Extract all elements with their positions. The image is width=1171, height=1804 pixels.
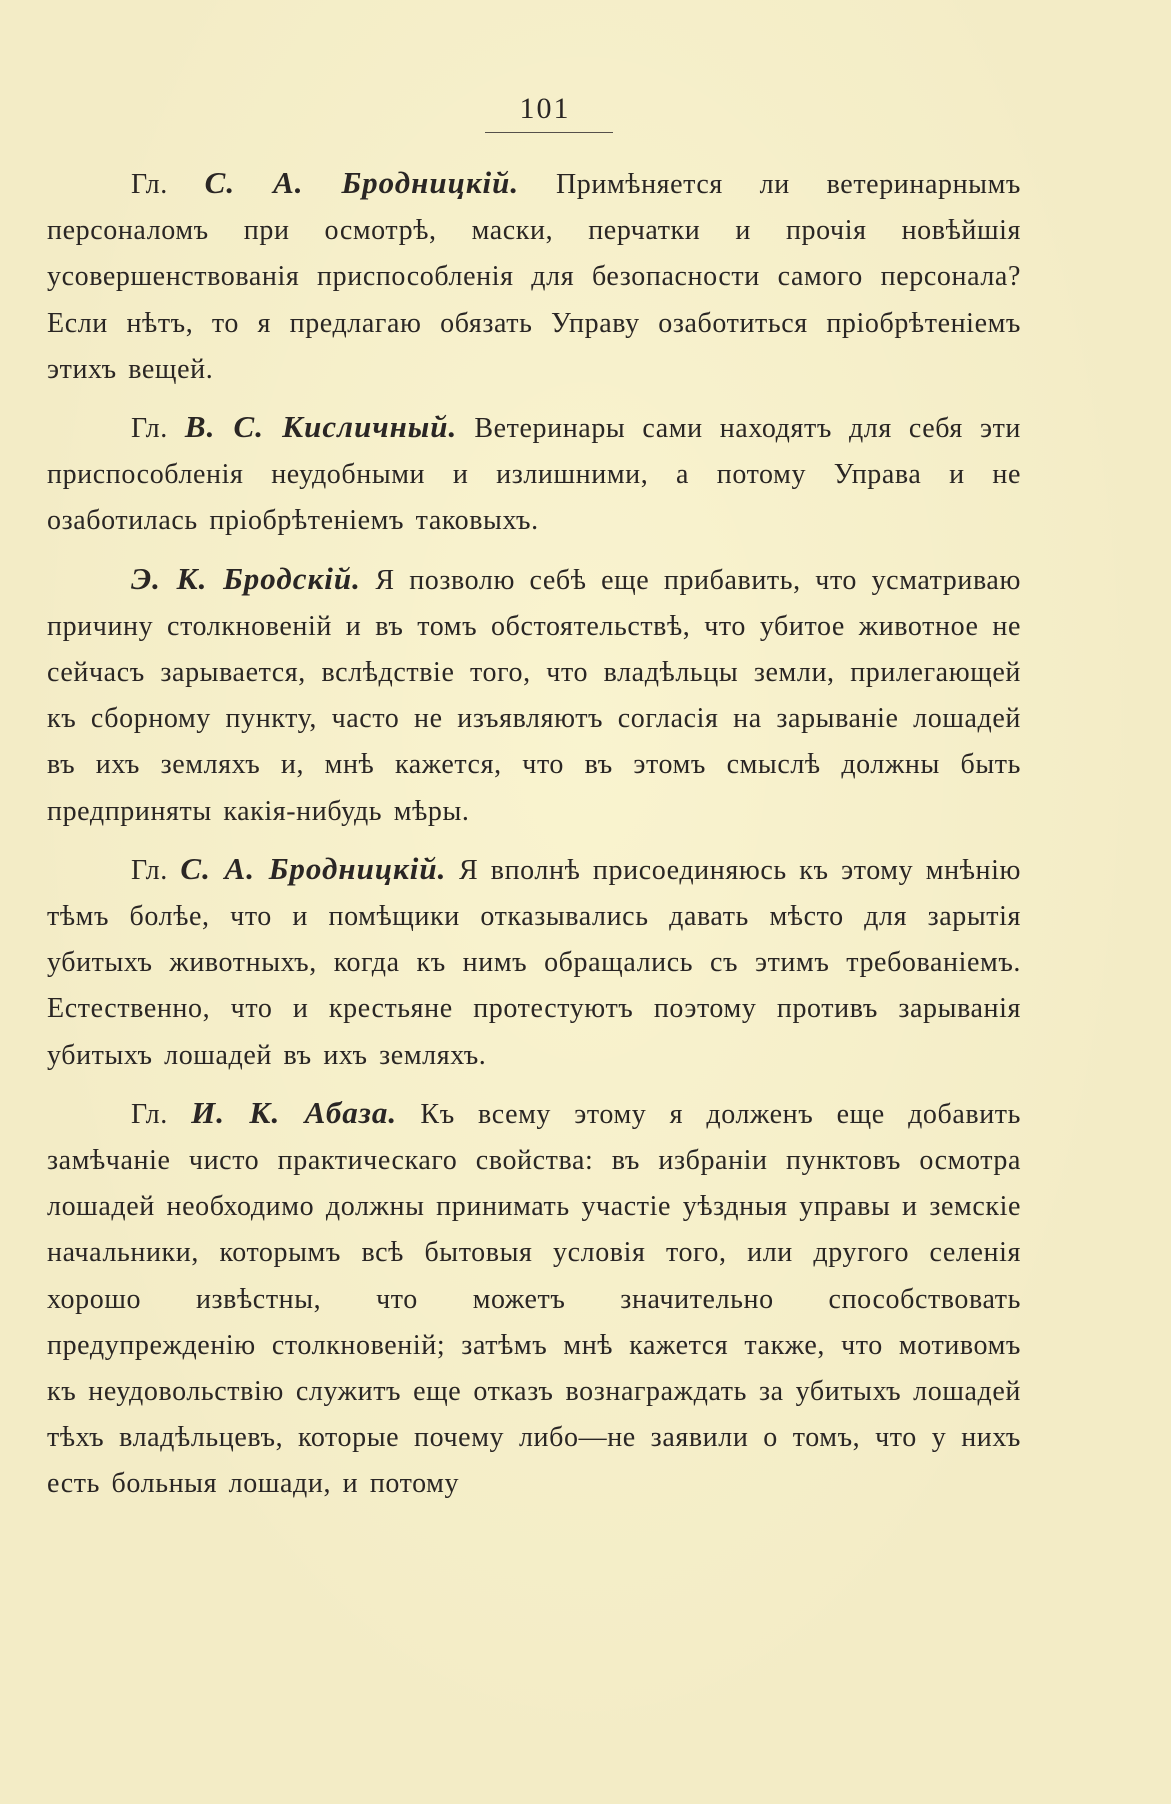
page-number-rule — [485, 132, 613, 133]
speaker-prefix: Гл. — [131, 1098, 192, 1130]
speaker-name: С. А. Бродницкій. — [204, 165, 520, 200]
speaker-prefix: Гл. — [131, 413, 185, 445]
speaker-name: Э. К. Бродскій. — [131, 560, 361, 596]
text-body — [47, 160, 1021, 1519]
speaker-prefix: Гл. — [131, 854, 181, 886]
paragraph — [47, 556, 1021, 835]
page-number: 101 — [519, 92, 571, 125]
speaker-name: В. С. Кисличный. — [184, 409, 458, 445]
speaker-name: С. А. Бродницкій. — [180, 850, 447, 886]
paragraph-text: Примѣняется ли ветеринарнымъ персоналомъ при осмотрѣ, маски, перчатки и прочія новѣйшія усовершенствованія приспособленія для безопасности самого персонала? Если нѣтъ, то я предлагаю обязать Управу озаботиться пріобрѣтеніемъ этихъ вещей. — [47, 169, 1021, 385]
speaker-prefix: Гл. — [131, 169, 205, 200]
speaker-name: И. К. Абаза. — [191, 1094, 398, 1130]
paragraph-text: Я вполнѣ присоединяюсь къ этому мнѣнію тѣмъ болѣе, что и помѣщики отказывались давать мѣсто для зарытія убитыхъ животныхъ, когда къ нимъ обращались съ этимъ требованіемъ. Естественно, что и крестьяне протестуютъ поэтому противъ зарыванія убитыхъ лошадей въ ихъ земляхъ. — [47, 854, 1021, 1071]
paragraph — [47, 404, 1021, 545]
paragraph — [47, 160, 1021, 393]
paragraph-text: Къ всему этому я долженъ еще добавить замѣчаніе чисто практическаго свойства: въ избраніи пунктовъ осмотра лошадей необходимо должны принимать участіе уѣздныя управы и земскіе начальники, которымъ всѣ бытовыя условія того, или другого селенія хорошо извѣстны, что можетъ значительно способствовать предупрежденію столкновеній; затѣмъ мнѣ кажется также, что мотивомъ къ неудовольствію служитъ еще отказъ вознаграждать за убитыхъ лошадей тѣхъ владѣльцевъ, которые почему либо—не заявили о томъ, что у нихъ есть больныя лошади, и потому — [47, 1098, 1021, 1500]
paragraph-text: Я позволю себѣ еще прибавить, что усматриваю причину столкновеній и въ томъ обстоятельствѣ, что убитое животное не сейчасъ зарывается, вслѣдствіе того, что владѣльцы земли, прилегающей къ сборному пункту, часто не изъявляютъ согласія на зарываніе лошадей въ ихъ земляхъ и, мнѣ кажется, что въ этомъ смыслѣ должны быть предприняты какія-нибудь мѣры. — [47, 564, 1021, 827]
paragraph-text: Ветеринары сами находятъ для себя эти приспособленія неудобными и излишними, а потому Управа и не озаботилась пріобрѣтеніемъ таковыхъ. — [47, 413, 1021, 537]
paragraph — [47, 1090, 1021, 1508]
paragraph — [47, 846, 1021, 1079]
